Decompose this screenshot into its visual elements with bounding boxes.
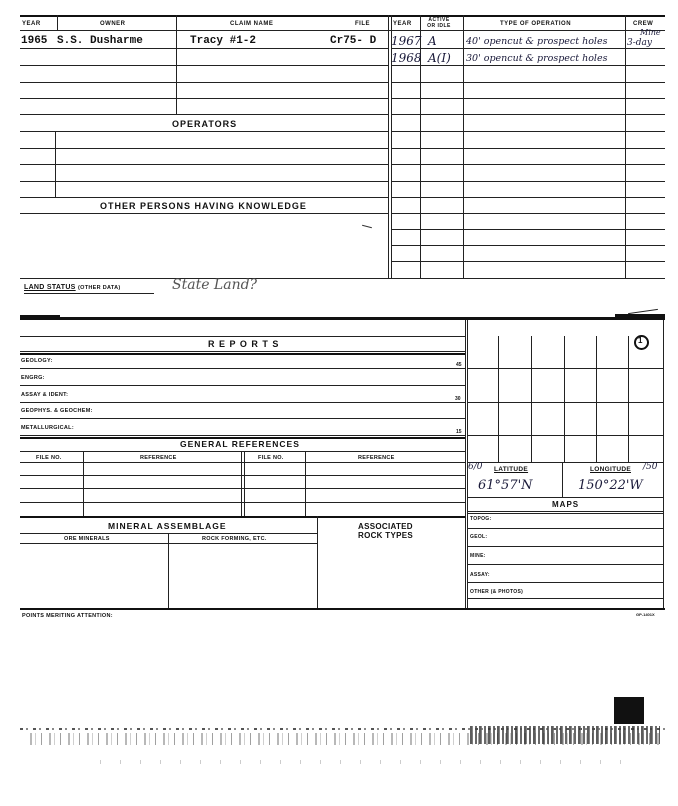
maps-mine: MINE: <box>470 553 486 559</box>
operators-title: OPERATORS <box>172 119 238 129</box>
associated-rock-types-1: ASSOCIATED <box>358 522 413 531</box>
header-owner: OWNER <box>100 21 126 27</box>
general-refs-file-no-2: FILE NO. <box>258 455 284 461</box>
report-assay: ASSAY & IDENT: <box>21 392 69 398</box>
header-active-or-idle: ACTIVE OR IDLE <box>427 17 451 29</box>
op-2-status: A(I) <box>428 51 451 65</box>
rock-forming: ROCK FORMING, ETC. <box>202 536 267 542</box>
latitude-value: 61°57'N <box>478 478 533 493</box>
maps-other: OTHER (& PHOTOS) <box>470 589 524 595</box>
form-code: GP-1401X <box>636 612 655 617</box>
op-1-status: A <box>428 34 437 48</box>
report-geophys: GEOPHYS. & GEOCHEM: <box>21 408 93 414</box>
header-type-of-operation: TYPE OF OPERATION <box>500 21 572 27</box>
report-metallurgical-num: 15 <box>456 429 462 435</box>
general-refs-reference-2: REFERENCE <box>358 455 395 461</box>
op-1-year: 1967 <box>391 34 422 48</box>
general-refs-title: GENERAL REFERENCES <box>180 439 300 449</box>
maps-assay: ASSAY: <box>470 572 490 578</box>
header-year: YEAR <box>22 21 41 27</box>
op-2-year: 1968 <box>391 51 422 65</box>
reports-title: R E P O R T S <box>208 339 280 349</box>
land-status-value: State Land? <box>172 277 258 293</box>
record-owner: S.S. Dusharme <box>57 35 143 47</box>
header-file: FILE <box>355 21 370 27</box>
separator-band <box>20 317 665 320</box>
op-1-type: 40' opencut & prospect holes <box>466 36 608 47</box>
other-persons-title: OTHER PERSONS HAVING KNOWLEDGE <box>100 201 307 211</box>
maps-geol: GEOL: <box>470 534 488 540</box>
report-geology: GEOLOGY: <box>21 358 53 364</box>
land-status-label: LAND STATUS <box>24 284 76 291</box>
general-refs-reference: REFERENCE <box>140 455 177 461</box>
maps-title: MAPS <box>552 500 580 509</box>
record-claim-name: Tracy #1-2 <box>190 35 257 47</box>
maps-topog: TOPOG: <box>470 516 492 522</box>
ore-minerals: ORE MINERALS <box>64 536 110 542</box>
latitude-label: LATITUDE <box>494 466 529 473</box>
report-engrg: ENGRG: <box>21 375 45 381</box>
general-refs-file-no: FILE NO. <box>36 455 62 461</box>
header-year-2: YEAR <box>393 21 412 27</box>
longitude-value: 150°22'W <box>578 478 643 493</box>
associated-rock-types-2: ROCK TYPES <box>358 531 414 540</box>
record-year: 1965 <box>21 35 48 47</box>
op-2-type: 30' opencut & prospect holes <box>466 53 608 64</box>
op-1-crew: 3-day <box>627 38 652 48</box>
report-metallurgical: METALLURGICAL: <box>21 425 74 431</box>
longitude-label: LONGITUDE <box>590 466 631 473</box>
points-meriting-attention: POINTS MERITING ATTENTION: <box>22 613 113 619</box>
header-crew: CREW <box>633 21 654 27</box>
header-claim-name: CLAIM NAME <box>230 21 274 27</box>
report-assay-num: 30 <box>455 396 461 402</box>
record-file: Cr75- D <box>330 35 377 47</box>
longitude-quad: /50 <box>643 462 658 472</box>
quad-number: 6/0 <box>468 462 483 472</box>
mineral-title: MINERAL ASSEMBLAGE <box>108 521 227 531</box>
land-status-sub: (OTHER DATA) <box>78 285 121 291</box>
crew-note: Mine <box>640 28 661 37</box>
report-geology-num: 45 <box>456 362 462 368</box>
